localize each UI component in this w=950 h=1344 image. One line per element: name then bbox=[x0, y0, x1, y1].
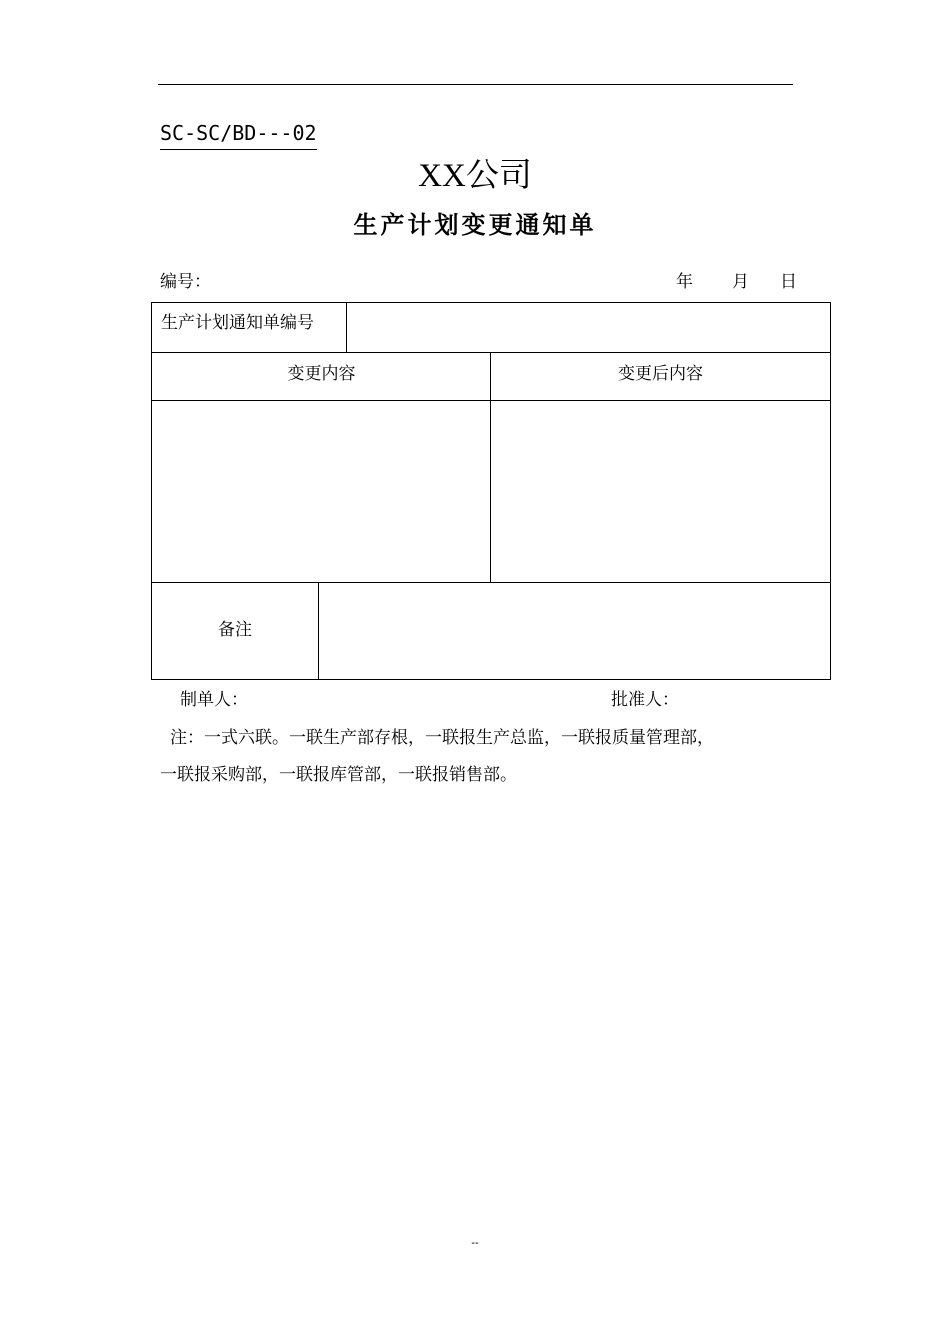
approver-label: 批准人： bbox=[611, 690, 679, 710]
plan-number-label: 生产计划通知单编号 bbox=[161, 313, 314, 333]
after-header: 变更后内容 bbox=[618, 364, 703, 384]
date-month-label: 月 bbox=[732, 272, 749, 292]
page-footer-mark: -- bbox=[471, 1236, 479, 1249]
form-title: 生产计划变更通知单 bbox=[353, 210, 597, 239]
remark-label: 备注 bbox=[218, 620, 252, 640]
note-line-1: 注：一式六联。一联生产部存根，一联报生产总监，一联报质量管理部， bbox=[170, 728, 714, 748]
change-notice-table bbox=[151, 302, 831, 680]
divider bbox=[346, 303, 347, 352]
note-line-2: 一联报采购部，一联报库管部，一联报销售部。 bbox=[160, 765, 517, 785]
document-code: SC-SC/BD---02 bbox=[160, 120, 317, 150]
before-content-cell[interactable] bbox=[152, 401, 490, 581]
header-rule bbox=[158, 84, 793, 85]
plan-number-value-cell[interactable] bbox=[347, 303, 830, 352]
after-header-cell bbox=[491, 353, 830, 400]
company-name: XX公司 bbox=[418, 158, 532, 194]
preparer-label: 制单人： bbox=[180, 690, 248, 710]
plan-number-label-cell bbox=[152, 303, 347, 352]
date-year-label: 年 bbox=[676, 272, 693, 292]
before-header-cell bbox=[152, 353, 491, 400]
after-content-cell[interactable] bbox=[491, 401, 830, 581]
date-fields bbox=[676, 270, 797, 294]
date-day-label: 日 bbox=[780, 272, 797, 292]
number-label: 编号： bbox=[160, 272, 211, 292]
remark-label-cell bbox=[152, 583, 318, 679]
remark-value-cell[interactable] bbox=[319, 583, 830, 679]
before-header: 变更内容 bbox=[287, 364, 356, 384]
